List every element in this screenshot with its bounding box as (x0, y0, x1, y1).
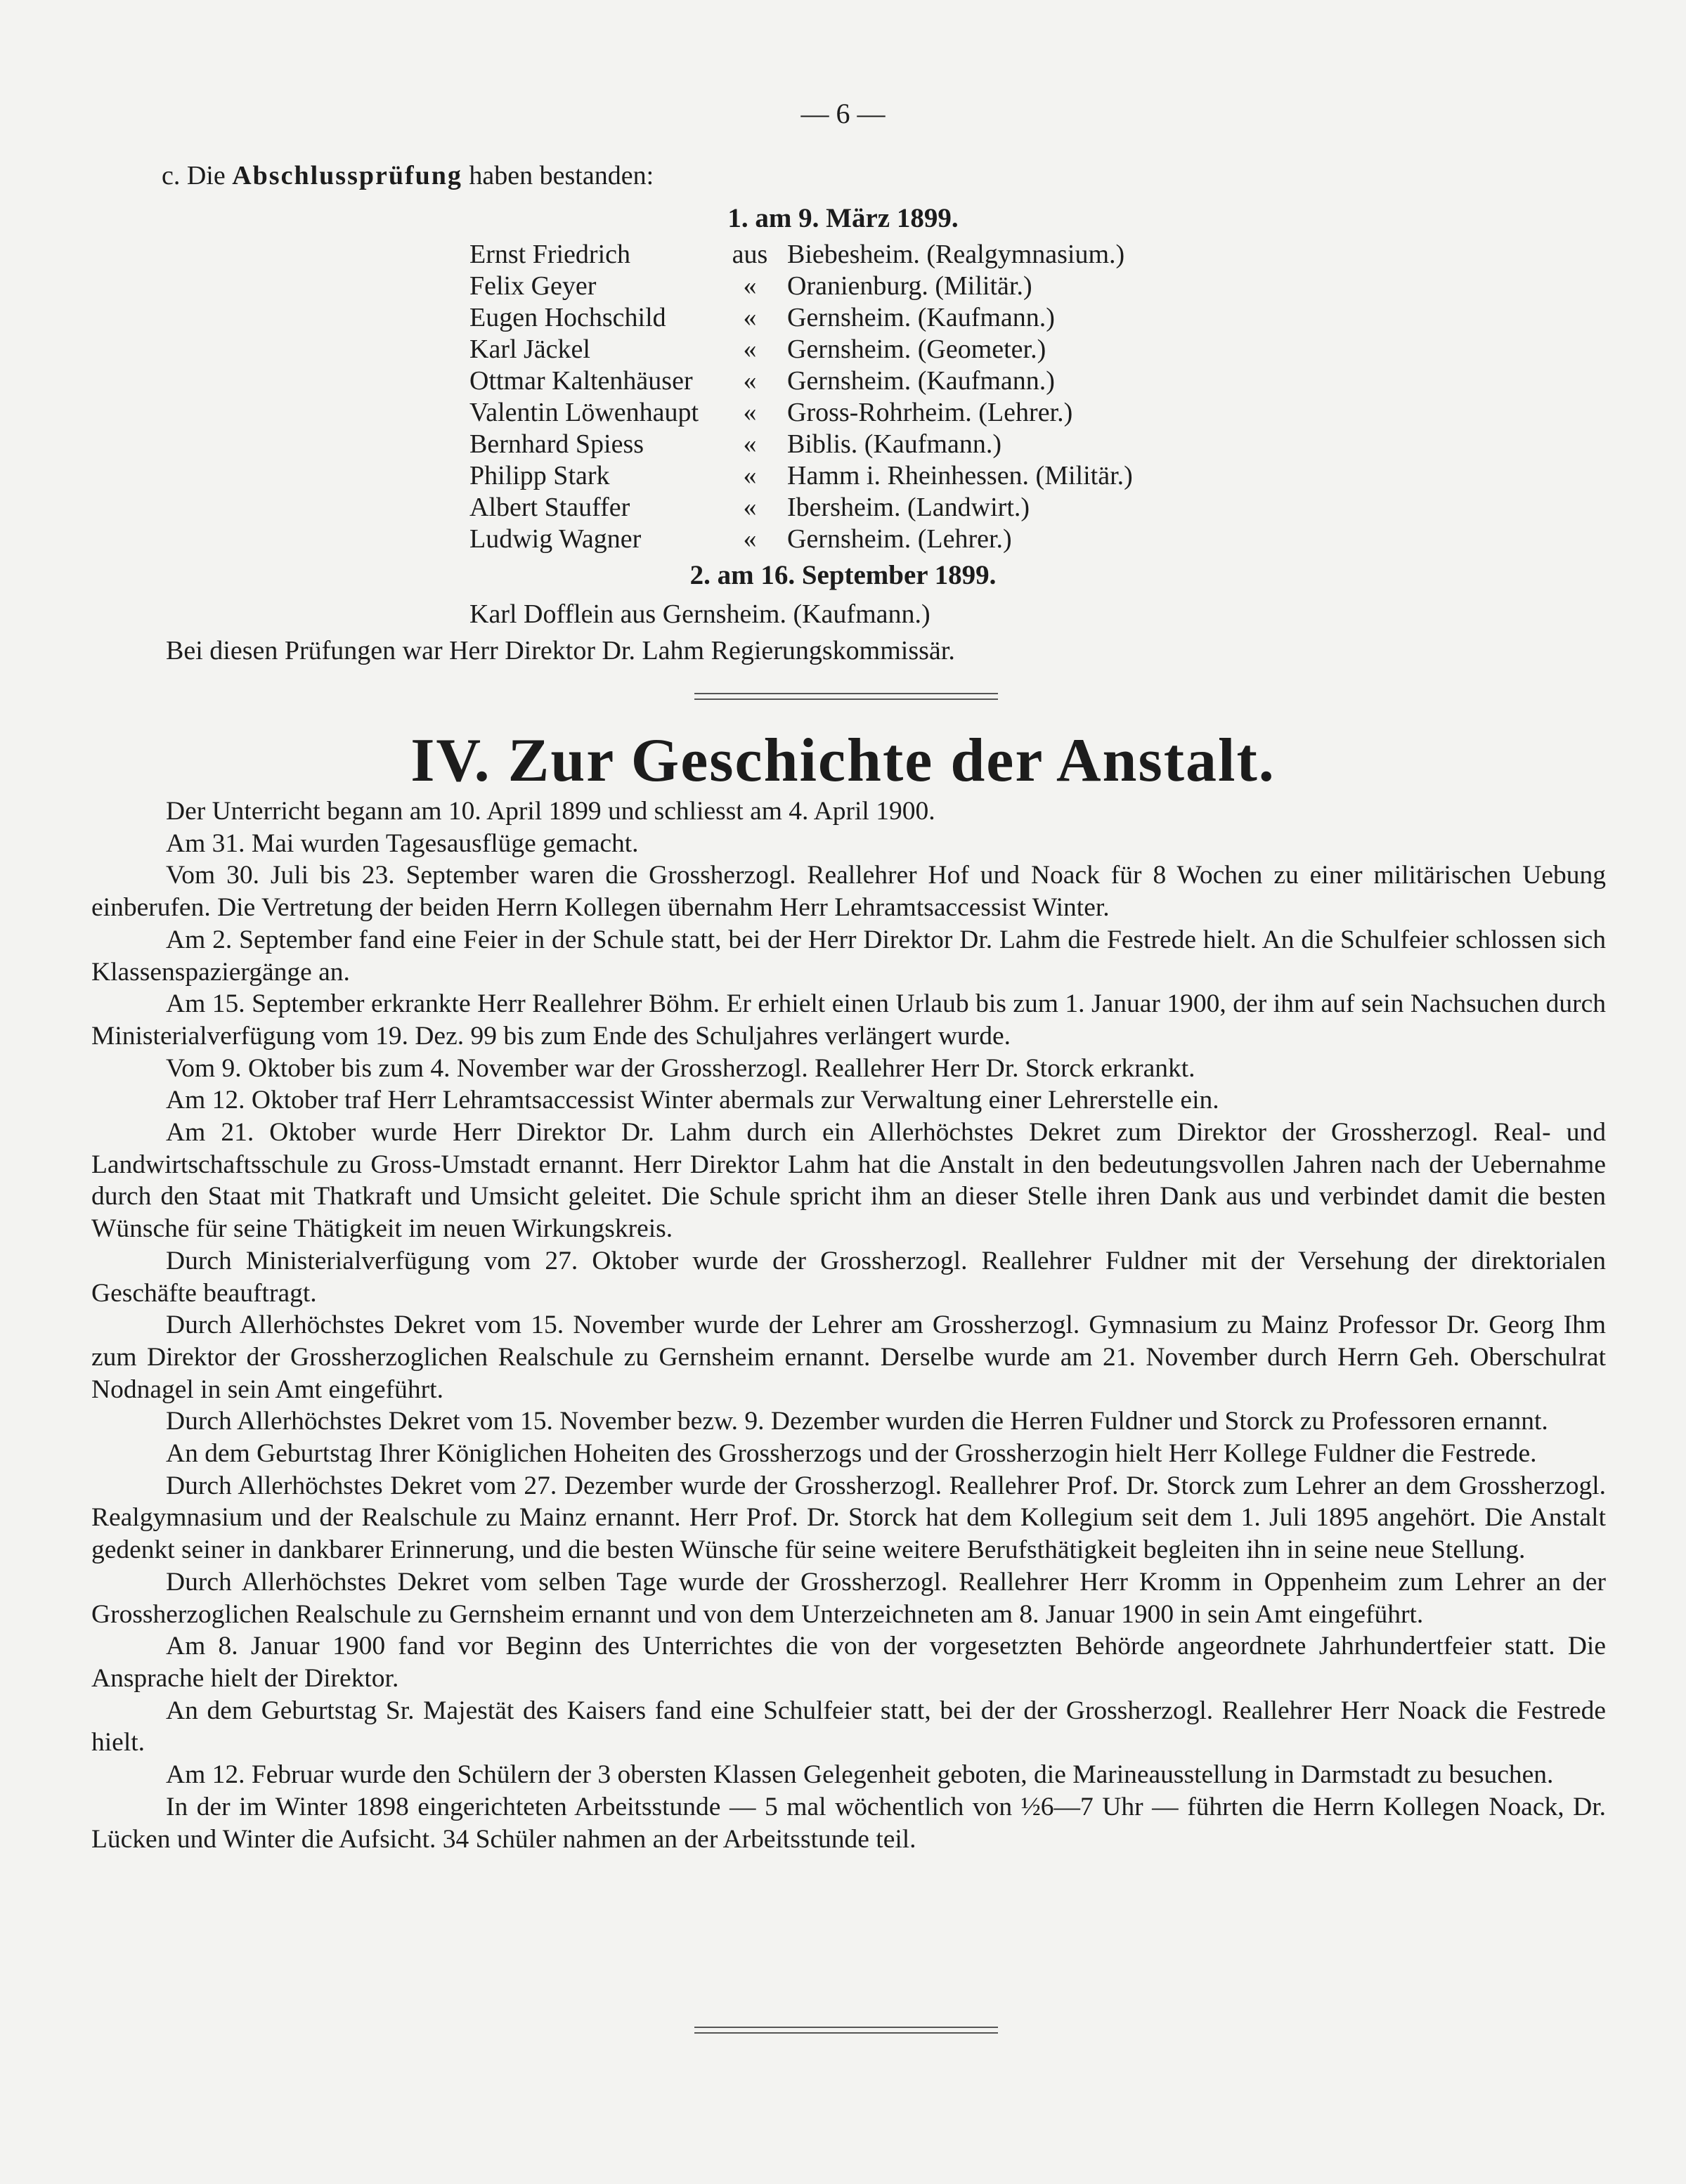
chronicle-paragraph: Vom 9. Oktober bis zum 4. November war der Grossherzogl. Reallehrer Herr Dr. Storck erkrankt. (166, 1053, 1195, 1083)
chronicle-paragraph: An dem Geburtstag Ihrer Königlichen Hoheiten des Grossherzogs und der Grossherzogin hielt Herr Kollege Fuldner die Festrede. (166, 1439, 1537, 1469)
chronicle-paragraph: Am 8. Januar 1900 fand vor Beginn des Unterrichtes die von der vorgesetzten Behörde angeordnete Jahrhundertfeier statt. Die Ansprache hielt der Direktor. (91, 1632, 1606, 1693)
graduate-row (0, 524, 1686, 556)
graduate-row (0, 429, 1686, 461)
graduate-row (0, 365, 1686, 398)
graduate-name: Philipp Stark (469, 461, 610, 490)
exam-1-heading: 1. am 9. März 1899. (727, 203, 959, 233)
exam-2-graduate: Karl Dofflein aus Gernsheim. (Kaufmann.) (469, 599, 930, 629)
end-divider (694, 2027, 998, 2034)
graduate-name: Ottmar Kaltenhäuser (469, 366, 693, 396)
graduate-row (0, 334, 1686, 366)
graduate-from: « (743, 461, 757, 490)
graduate-place: Gross-Rohrheim. (Lehrer.) (787, 398, 1073, 427)
graduate-row (0, 397, 1686, 429)
section-iv-heading: IV. Zur Geschichte der Anstalt. (410, 727, 1276, 795)
graduate-name: Bernhard Spiess (469, 429, 644, 459)
graduate-from: « (743, 271, 757, 301)
chronicle-paragraph: Durch Ministerialverfügung vom 27. Oktober wurde der Grossherzogl. Reallehrer Fuldner mit der Versehung der direktorialen Geschäfte beauftragt. (91, 1246, 1606, 1308)
section-c-suffix: haben bestanden: (469, 161, 654, 190)
graduate-from: « (743, 366, 757, 396)
graduate-name: Albert Stauffer (469, 493, 630, 522)
graduate-row (0, 460, 1686, 493)
commission-note: Bei diesen Prüfungen war Herr Direktor Dr. Lahm Regierungskommissär. (166, 636, 955, 665)
chronicle-paragraph: Durch Allerhöchstes Dekret vom selben Tage wurde der Grossherzogl. Reallehrer Herr Kromm in Oppenheim zum Lehrer an der Grossherzoglichen Realschule zu Gernsheim ernannt und von dem Unterzeichneten am 8. Januar 1900 in sein Amt eingeführt. (91, 1567, 1606, 1629)
graduate-row (0, 302, 1686, 334)
graduate-from: « (743, 334, 757, 364)
graduate-place: Hamm i. Rheinhessen. (Militär.) (787, 461, 1133, 490)
chronicle-paragraph: Am 12. Februar wurde den Schülern der 3 obersten Klassen Gelegenheit geboten, die Marineausstellung in Darmstadt zu besuchen. (166, 1760, 1554, 1790)
chronicle-paragraph: An dem Geburtstag Sr. Majestät des Kaisers fand eine Schulfeier statt, bei der der Grossherzogl. Reallehrer Herr Noack die Festrede hielt. (91, 1696, 1606, 1757)
page-number: — 6 — (800, 98, 886, 129)
chronicle-paragraph: Vom 30. Juli bis 23. September waren die Grossherzogl. Reallehrer Hof und Noack für 8 Wochen zu einer militärischen Uebung einberufen. Die Vertretung der beiden Herrn Kollegen übernahm Herr Lehramtsaccessist Winter. (91, 861, 1606, 923)
graduate-place: Oranienburg. (Militär.) (787, 271, 1032, 301)
graduate-from: aus (732, 240, 768, 269)
chronicle-paragraph: Am 31. Mai wurden Tagesausflüge gemacht. (166, 828, 639, 858)
chronicle-paragraph: Am 21. Oktober wurde Herr Direktor Dr. Lahm durch ein Allerhöchstes Dekret zum Direktor der Grossherzogl. Real- und Landwirtschaftsschule zu Gross-Umstadt ernannt. Herr Direktor Lahm hat die Anstalt in den bedeutungsvollen Jahren nach der Uebernahme durch den Staat mit Thatkraft und Umsicht geleitet. Die Schule spricht ihm an dieser Stelle ihren Dank aus und verbindet damit die besten Wünsche für seine Thätigkeit im neuen Wirkungskreis. (91, 1118, 1606, 1244)
section-c-bold-term: Abschlussprüfung (232, 161, 462, 190)
chronicle-paragraph: Durch Allerhöchstes Dekret vom 27. Dezember wurde der Grossherzogl. Reallehrer Prof. Dr. Storck zum Lehrer an dem Grossherzogl. Realgymnasium und der Realschule zu Mainz ernannt. Herr Prof. Dr. Storck hat dem Kollegium seit dem 1. Juli 1895 angehört. Die Anstalt gedenkt seiner in dankbarer Erinnerung, und die besten Wünsche für seine weitere Berufsthätigkeit begleiten ihn in seine neue Stellung. (91, 1471, 1606, 1565)
section-c-prefix: c. Die (162, 161, 226, 190)
graduate-row (0, 239, 1686, 271)
section-divider (694, 693, 998, 700)
graduate-place: Gernsheim. (Lehrer.) (787, 524, 1012, 554)
graduate-name: Eugen Hochschild (469, 303, 666, 332)
graduate-place: Gernsheim. (Kaufmann.) (787, 303, 1055, 332)
graduate-row (0, 271, 1686, 303)
exam-2-heading: 2. am 16. September 1899. (689, 560, 997, 590)
chronicle-text (91, 795, 1606, 1855)
chronicle-paragraph: In der im Winter 1898 eingerichteten Arbeitsstunde — 5 mal wöchentlich von ½6—7 Uhr — führten die Herrn Kollegen Noack, Dr. Lücken und Winter die Aufsicht. 34 Schüler nahmen an der Arbeitsstunde teil. (91, 1792, 1606, 1854)
graduate-place: Gernsheim. (Kaufmann.) (787, 366, 1055, 396)
graduate-name: Ernst Friedrich (469, 240, 631, 269)
graduate-row (0, 492, 1686, 524)
chronicle-paragraph: Am 12. Oktober traf Herr Lehramtsaccessist Winter abermals zur Verwaltung einer Lehrerstelle ein. (166, 1086, 1219, 1115)
graduate-place: Biblis. (Kaufmann.) (787, 429, 1002, 459)
graduate-name: Valentin Löwenhaupt (469, 398, 699, 427)
graduate-name: Felix Geyer (469, 271, 597, 301)
chronicle-paragraph: Am 15. September erkrankte Herr Reallehrer Böhm. Er erhielt einen Urlaub bis zum 1. Januar 1900, der ihm auf sein Nachsuchen durch Ministerialverfügung vom 19. Dez. 99 bis zum Ende des Schuljahres verlängert wurde. (91, 989, 1606, 1051)
chronicle-paragraph: Der Unterricht begann am 10. April 1899 und schliesst am 4. April 1900. (166, 797, 935, 826)
graduate-name: Ludwig Wagner (469, 524, 642, 554)
graduate-place: Gernsheim. (Geometer.) (787, 334, 1046, 364)
graduate-place: Biebesheim. (Realgymnasium.) (787, 240, 1125, 269)
graduate-from: « (743, 524, 757, 554)
graduate-from: « (743, 429, 757, 459)
graduate-from: « (743, 398, 757, 427)
section-c-intro (162, 160, 654, 191)
graduate-name: Karl Jäckel (469, 334, 590, 364)
graduate-from: « (743, 303, 757, 332)
chronicle-paragraph: Am 2. September fand eine Feier in der Schule statt, bei der Herr Direktor Dr. Lahm die Festrede hielt. An die Schulfeier schlossen sich Klassenspaziergänge an. (91, 925, 1606, 987)
graduate-place: Ibersheim. (Landwirt.) (787, 493, 1030, 522)
graduate-from: « (743, 493, 757, 522)
chronicle-paragraph: Durch Allerhöchstes Dekret vom 15. November bezw. 9. Dezember wurden die Herren Fuldner und Storck zu Professoren ernannt. (166, 1407, 1548, 1436)
chronicle-paragraph: Durch Allerhöchstes Dekret vom 15. November wurde der Lehrer am Grossherzogl. Gymnasium zu Mainz Professor Dr. Georg Ihm zum Direktor der Grossherzoglichen Realschule zu Gernsheim ernannt. Derselbe wurde am 21. November durch Herrn Geh. Oberschulrat Nodnagel in sein Amt eingeführt. (91, 1311, 1606, 1404)
